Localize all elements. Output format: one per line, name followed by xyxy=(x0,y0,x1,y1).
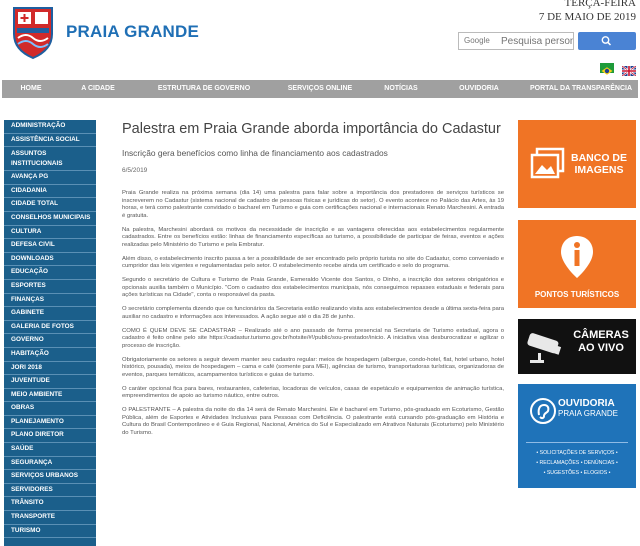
nav-ombudsman[interactable]: OUVIDORIA xyxy=(459,85,499,92)
security-camera-icon xyxy=(524,329,568,365)
article-paragraph: Além disso, o estabelecimento inscrito passa a ter a possibilidade de ser encontrado pelo próprio turista no site do Cadastur, como conveniado e cumpridor das leis vigentes e regulamentadas pelo setor. O estabelecimento recebe ainda um certificado e selo do programa. xyxy=(122,255,504,269)
search-button[interactable] xyxy=(578,32,636,50)
sidebar-item-avanca-pg[interactable]: AVANÇA PG xyxy=(4,171,96,185)
article-paragraph: O caráter opcional fica para bares, restaurantes, cafeterias, locadoras de veículos, casas de espetáculo e equipamentos de animação turística, empreendimentos de apoio ao turismo náutico, entre outros. xyxy=(122,385,504,399)
image-bank-label: BANCO DE IMAGENS xyxy=(570,152,627,176)
search-box xyxy=(458,32,574,50)
article-title: Palestra em Praia Grande aborda importância do Cadastur xyxy=(122,121,501,137)
site-header xyxy=(0,0,640,78)
article-paragraph: O PALESTRANTE – A palestra da noite do dia 14 será de Renato Marchesini. Ele é bacharel em Turismo, pós-graduado em Ecoturismo, Gestão Pública, além de Esportes e Atividades Inclusivas para Pessoas com Deficiência. O palestrante está cursando pós-graduação em História e Cultura do Brasil Contemporâneo e é Guia Regional, Nacional, América do Sul e Especializado em Atrativos Naturais (Ecoturismo) pelo Ministério do Turismo. xyxy=(122,407,504,436)
sidebar-item-downloads[interactable]: DOWNLOADS xyxy=(4,253,96,267)
sidebar-item-saude[interactable]: SAÚDE xyxy=(4,443,96,457)
sidebar-item-administracao[interactable]: ADMINISTRAÇÃO xyxy=(4,120,96,134)
sidebar-item-servidores[interactable]: SERVIDORES xyxy=(4,484,96,498)
sidebar-item-transito[interactable]: TRÂNSITO xyxy=(4,497,96,511)
sidebar-item-jori-2018[interactable]: JORI 2018 xyxy=(4,362,96,376)
sidebar-item-planejamento[interactable]: PLANEJAMENTO xyxy=(4,416,96,430)
article-paragraph: COMO É QUEM DEVE SE CADASTRAR – Realizado até o ano passado de forma presencial na Secretaria de Turismo estadual, agora o cadastro é feito online pelo site https://cadastur.turismo.gov.br/hotsite/#!/public/sou-prestador/inicio. A iniciativa visa desburocratizar e agilizar o processo de inscrição. xyxy=(122,327,504,349)
sidebar-item-galeria-de-fotos[interactable]: GALERIA DE FOTOS xyxy=(4,321,96,335)
article-body xyxy=(122,190,504,437)
sidebar-item-turismo[interactable]: TURISMO xyxy=(4,525,96,539)
nav-government-structure[interactable]: ESTRUTURA DE GOVERNO xyxy=(157,85,251,92)
city-coat-of-arms-logo[interactable] xyxy=(8,4,58,60)
article-paragraph: Praia Grande realiza na próxima semana (dia 14) uma palestra para falar sobre a importância dos prestadores de serviços turísticos se inscreverem no Cadastur (sistema nacional de cadastro de pessoas físicas e jurídicas do setor). O evento acontece no Palácio das Artes, às 19 horas, e terá como palestrante convidado o bacharel em Turismo e guia com certificações nacional e internacionais Renato Marchesini. A entrada é gratuita. xyxy=(122,190,504,219)
ombudsman-ear-icon xyxy=(530,398,556,424)
nav-city[interactable]: A CIDADE xyxy=(81,85,115,92)
nav-online-services[interactable]: SERVIÇOS ONLINE xyxy=(287,85,353,92)
nav-transparency-portal[interactable]: PORTAL DA TRANSPARÊNCIA xyxy=(529,85,633,92)
article-subtitle: Inscrição gera benefícios como linha de financiamento aos cadastrados xyxy=(122,148,388,158)
sidebar-item-assuntos-institucionais[interactable]: ASSUNTOS INSTITUCIONAIS xyxy=(4,147,96,171)
main-navigation xyxy=(2,80,638,98)
ombudsman-title: OUVIDORIA PRAIA GRANDE xyxy=(558,398,619,418)
nav-home[interactable]: HOME xyxy=(20,85,42,92)
google-brand-label: Google xyxy=(464,36,490,45)
sidebar-item-seguranca[interactable]: SEGURANÇA xyxy=(4,457,96,471)
article-paragraph: Na palestra, Marchesini abordará os motivos da necessidade de inscrição e as vantagens oferecidas aos estabelecimentos regularmente cadastrados. Entre os benefícios estão: linhas de financiamento específicas ao turismo, a possibilidade de participar de feiras, eventos e ações realizadas pelo Ministério do Turismo e pela Embratur. xyxy=(122,226,504,248)
tourist-spots-label: PONTOS TURÍSTICOS xyxy=(534,290,620,299)
sidebar-item-esportes[interactable]: ESPORTES xyxy=(4,280,96,294)
sidebar-item-transporte[interactable]: TRANSPORTE xyxy=(4,511,96,525)
image-bank-banner[interactable] xyxy=(518,120,636,208)
site-name[interactable]: PRAIA GRANDE xyxy=(66,22,200,41)
sidebar-item-educacao[interactable]: EDUCAÇÃO xyxy=(4,266,96,280)
ombudsman-links xyxy=(518,448,636,478)
nav-news[interactable]: NOTÍCIAS xyxy=(384,85,418,92)
sidebar-item-cidade-total[interactable]: CIDADE TOTAL xyxy=(4,198,96,212)
current-date xyxy=(539,0,636,24)
info-pin-icon xyxy=(558,234,596,280)
article-paragraph: Segundo o secretário de Cultura e Turismo de Praia Grande, Esmeraldo Vicente dos Santos, o Dinho, a inscrição dos setores obrigatórios e opcionais auxilia também o Município. "Com o cadastro dos estabelecimentos municipais, nós conseguimos repasses estaduais e federais para ações turísticas na Cidade", conta o responsável da pasta. xyxy=(122,277,504,298)
sidebar-item-plano-diretor[interactable]: PLANO DIRETOR xyxy=(4,429,96,443)
portuguese-flag-icon[interactable] xyxy=(600,63,614,73)
live-cameras-label: CÂMERAS AO VIVO xyxy=(573,329,629,354)
live-cameras-banner[interactable] xyxy=(518,319,636,374)
sidebar-item-financas[interactable]: FINANÇAS xyxy=(4,294,96,308)
ombudsman-banner[interactable] xyxy=(518,384,636,488)
sidebar-item-cidadania[interactable]: CIDADANIA xyxy=(4,185,96,199)
ombudsman-link-suggestions[interactable]: • SUGESTÕES • ELOGIOS • xyxy=(543,470,611,476)
sidebar-item-meio-ambiente[interactable]: MEIO AMBIENTE xyxy=(4,389,96,403)
sidebar-item-gabinete[interactable]: GABINETE xyxy=(4,307,96,321)
search-icon xyxy=(578,32,636,50)
ombudsman-link-complaints[interactable]: • RECLAMAÇÕES • DENÚNCIAS • xyxy=(536,460,618,466)
sidebar-menu xyxy=(4,120,96,546)
sidebar-item-cultura[interactable]: CULTURA xyxy=(4,226,96,240)
sidebar-item-juventude[interactable]: JUVENTUDE xyxy=(4,375,96,389)
ombudsman-link-services[interactable]: • SOLICITAÇÕES DE SERVIÇOS • xyxy=(536,450,618,456)
sidebar-item-conselhos-municipais[interactable]: CONSELHOS MUNICIPAIS xyxy=(4,212,96,226)
sidebar-item-habitacao[interactable]: HABITAÇÃO xyxy=(4,348,96,362)
sidebar-item-assistencia-social[interactable]: ASSISTÊNCIA SOCIAL xyxy=(4,134,96,148)
article xyxy=(122,120,504,444)
tourist-spots-banner[interactable] xyxy=(518,220,636,308)
article-paragraph: Obrigatoriamente os setores a seguir devem manter seu cadastro regular: meios de hospedagem (albergue, condo-hotel, flat, hotel urbano, hotel histórico, pousada), meios de hospedagem – cama e café (somente para MEI), agências de turismo, transportadoras turísticas, organizadoras de eventos, parques temáticos, acampamentos turísticos e guias de turismo. xyxy=(122,356,504,378)
date-text: 7 DE MAIO DE 2019 xyxy=(538,11,636,23)
photo-gallery-icon xyxy=(530,146,566,182)
sidebar-item-defesa-civil[interactable]: DEFESA CIVIL xyxy=(4,239,96,253)
search-input[interactable] xyxy=(459,33,573,49)
weekday: TERÇA-FEIRA xyxy=(564,0,636,9)
article-date: 6/5/2019 xyxy=(122,167,148,174)
english-flag-icon[interactable] xyxy=(622,63,636,73)
sidebar-item-obras[interactable]: OBRAS xyxy=(4,402,96,416)
sidebar-item-governo[interactable]: GOVERNO xyxy=(4,334,96,348)
article-paragraph: O secretário complementa dizendo que os funcionários da Secretaria estão realizando visita aos estabelecimentos desde a última sexta-feira para auxiliar no cadastro e informações aos interessados. A ação segue até o dia 28 de junho. xyxy=(122,306,504,320)
sidebar-item-servicos-urbanos[interactable]: SERVIÇOS URBANOS xyxy=(4,470,96,484)
